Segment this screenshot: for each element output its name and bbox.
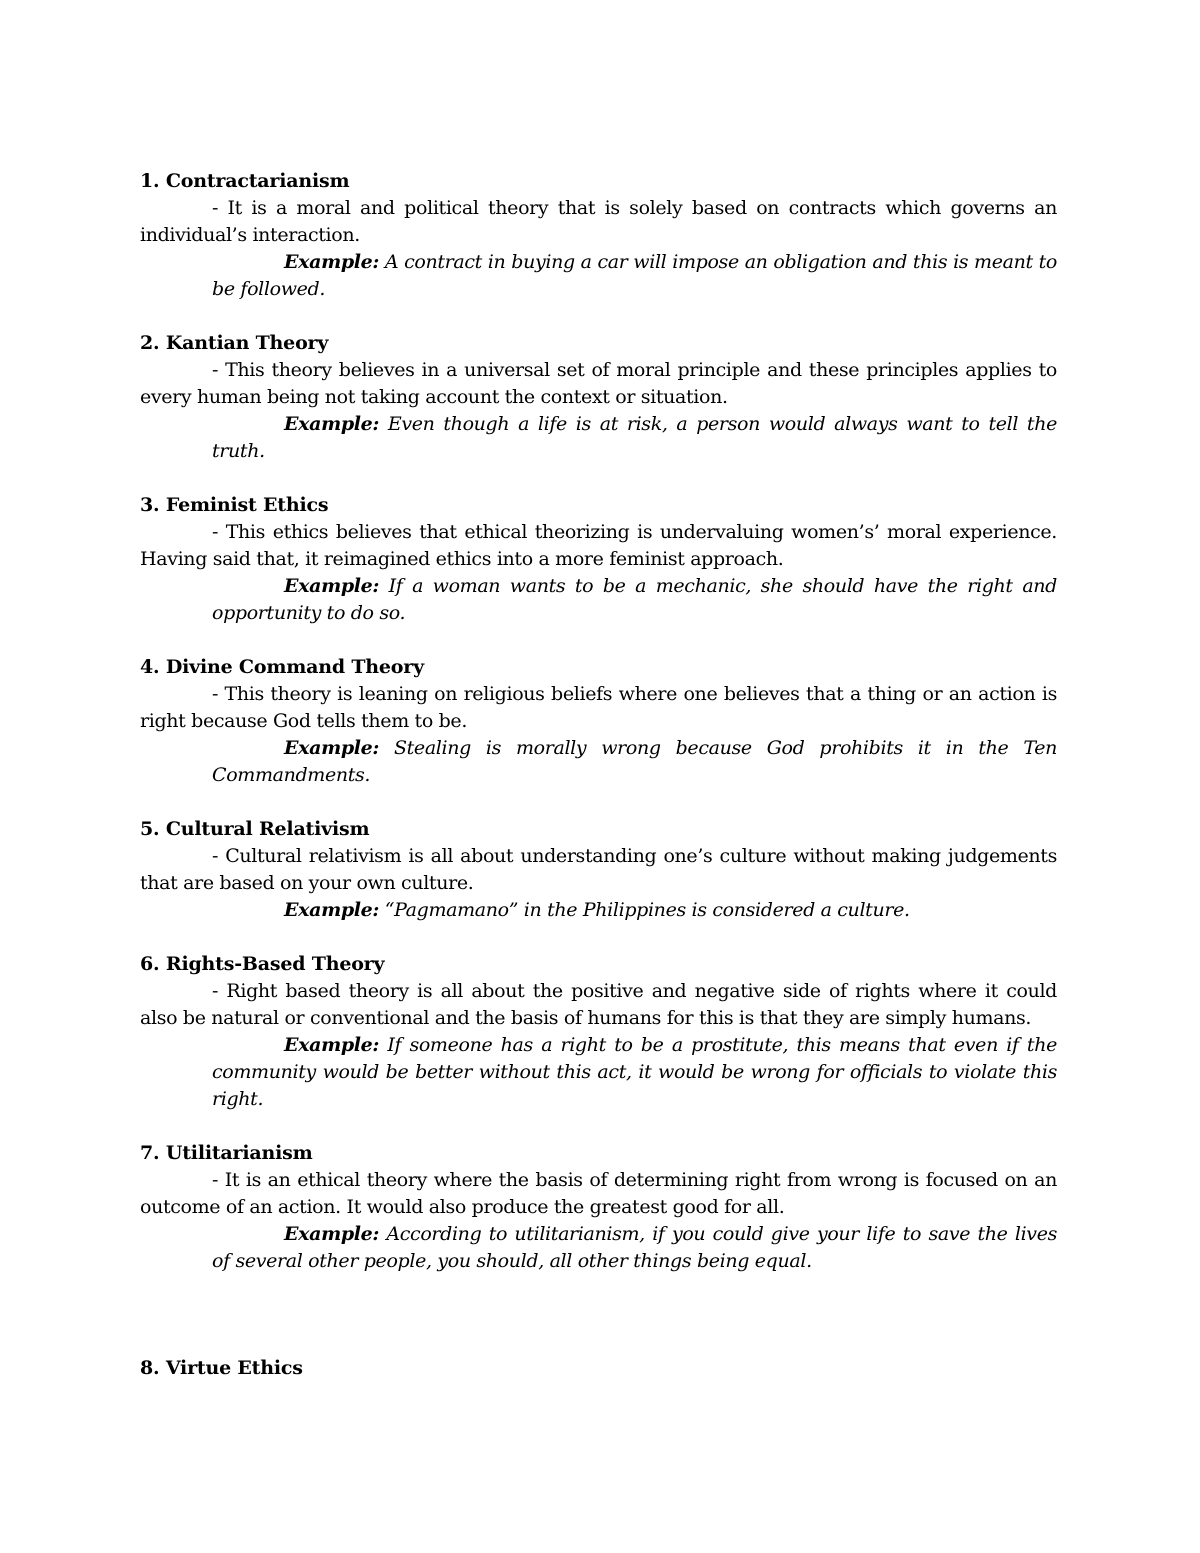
example-label: Example: [284,251,380,273]
section-feminist-ethics [140,492,1057,627]
section-heading: 7. Utilitarianism [140,1142,313,1164]
section-example [212,411,1057,465]
example-text: Stealing is morally wrong because God prohibits it in the Ten Commandments. [212,737,1057,786]
section-cultural-relativism [140,816,1057,924]
example-text: If a woman wants to be a mechanic, she should have the right and opportunity to do so. [212,575,1057,624]
example-label: Example: [284,575,380,597]
section-heading: 2. Kantian Theory [140,332,329,354]
example-label: Example: [284,1034,380,1056]
document-page [140,168,1057,1409]
example-text: If someone has a right to be a prostitute, this means that even if the community would be better without this act, it would be wrong for officials to violate this right. [212,1034,1057,1110]
example-text: Even though a life is at risk, a person would always want to tell the truth. [212,413,1057,462]
example-label: Example: [284,899,380,921]
example-text: According to utilitarianism, if you could give your life to save the lives of several other people, you should, all other things being equal. [212,1223,1057,1272]
section-heading: 4. Divine Command Theory [140,656,424,678]
example-label: Example: [284,737,380,759]
example-label: Example: [284,413,380,435]
section-example [212,735,1057,789]
section-definition: - This theory is leaning on religious beliefs where one believes that a thing or an action is right because God tells them to be. [140,683,1057,732]
section-divine-command-theory [140,654,1057,789]
section-definition: - It is a moral and political theory that is solely based on contracts which governs an individual’s interaction. [140,197,1057,246]
section-utilitarianism [140,1140,1057,1275]
section-example [212,1221,1057,1275]
section-example [212,249,1057,303]
example-text: A contract in buying a car will impose an obligation and this is meant to be followed. [212,251,1057,300]
section-example [212,897,1057,924]
section-kantian-theory [140,330,1057,465]
section-heading: 3. Feminist Ethics [140,494,329,516]
example-text: “Pagmamano” in the Philippines is considered a culture. [379,899,910,921]
section-heading: 8. Virtue Ethics [140,1357,303,1379]
section-definition: - This ethics believes that ethical theorizing is undervaluing women’s’ moral experience. Having said that, it reimagined ethics into a more feminist approach. [140,521,1057,570]
section-example [212,573,1057,627]
section-example [212,1032,1057,1113]
section-definition: - Cultural relativism is all about understanding one’s culture without making judgements that are based on your own culture. [140,845,1057,894]
section-definition: - It is an ethical theory where the basis of determining right from wrong is focused on an outcome of an action. It would also produce the greatest good for all. [140,1169,1057,1218]
section-contractarianism [140,168,1057,303]
section-heading: 5. Cultural Relativism [140,818,370,840]
section-heading: 6. Rights-Based Theory [140,953,385,975]
section-definition: - Right based theory is all about the positive and negative side of rights where it could also be natural or conventional and the basis of humans for this is that they are simply humans. [140,980,1057,1029]
section-heading: 1. Contractarianism [140,170,350,192]
section-virtue-ethics [140,1355,1057,1382]
section-rights-based-theory [140,951,1057,1113]
section-definition: - This theory believes in a universal set of moral principle and these principles applies to every human being not taking account the context or situation. [140,359,1057,408]
example-label: Example: [284,1223,380,1245]
